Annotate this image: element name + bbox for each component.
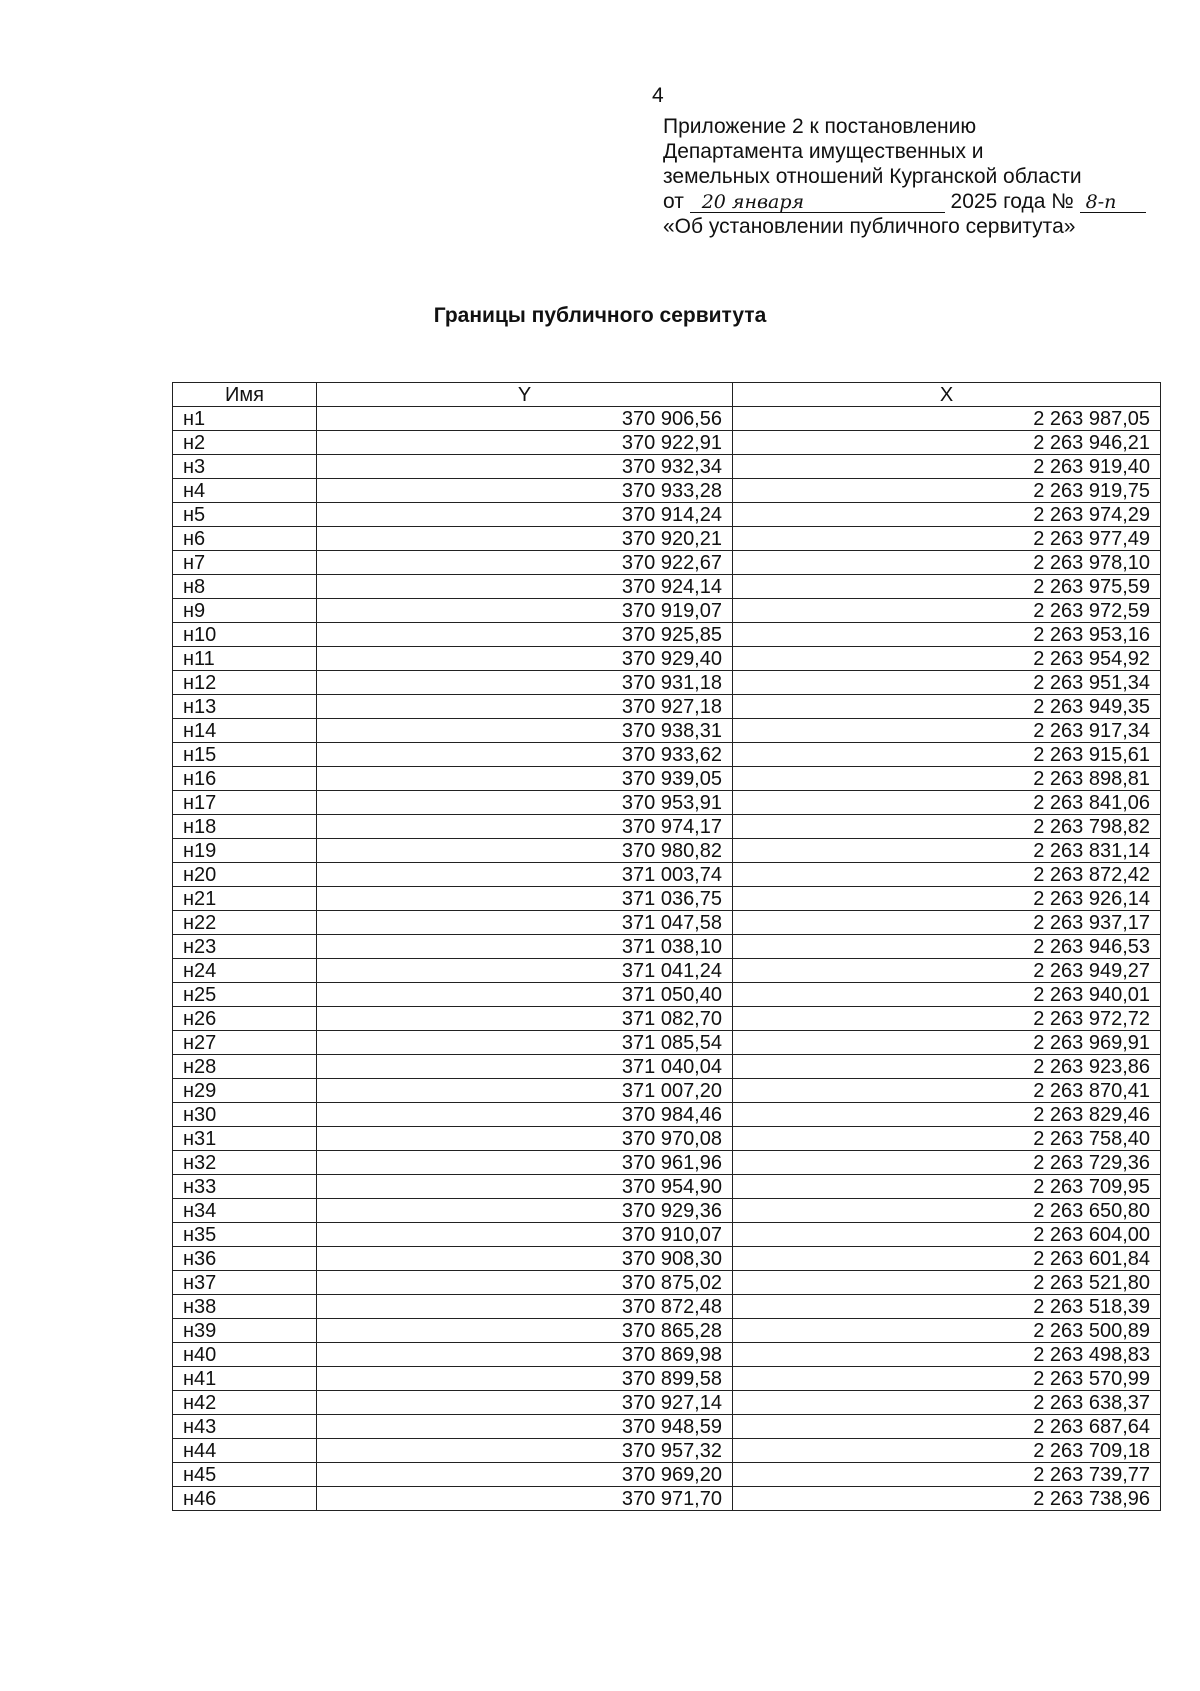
x-coordinate-cell: 2 263 739,77: [733, 1463, 1161, 1487]
x-coordinate-cell: 2 263 570,99: [733, 1367, 1161, 1391]
point-name-cell: н9: [173, 599, 317, 623]
y-coordinate-cell: 370 914,24: [317, 503, 733, 527]
point-name-cell: н43: [173, 1415, 317, 1439]
document-title: Границы публичного сервитута: [433, 304, 767, 327]
table-row: [173, 1031, 1161, 1055]
point-name-cell: н46: [173, 1487, 317, 1511]
point-name-cell: н42: [173, 1391, 317, 1415]
y-coordinate-cell: 370 925,85: [317, 623, 733, 647]
point-name-cell: н4: [173, 479, 317, 503]
table-row: [173, 503, 1161, 527]
x-coordinate-cell: 2 263 987,05: [733, 407, 1161, 431]
appendix-header: [663, 114, 1146, 239]
x-coordinate-cell: 2 263 798,82: [733, 815, 1161, 839]
column-header-y: Y: [317, 383, 733, 407]
point-name-cell: н5: [173, 503, 317, 527]
table-row: [173, 1055, 1161, 1079]
table-row: [173, 1199, 1161, 1223]
y-coordinate-cell: 370 974,17: [317, 815, 733, 839]
table-row: [173, 887, 1161, 911]
x-coordinate-cell: 2 263 898,81: [733, 767, 1161, 791]
date-prefix: от: [663, 190, 684, 213]
x-coordinate-cell: 2 263 975,59: [733, 575, 1161, 599]
x-coordinate-cell: 2 263 758,40: [733, 1127, 1161, 1151]
y-coordinate-cell: 370 869,98: [317, 1343, 733, 1367]
point-name-cell: н31: [173, 1127, 317, 1151]
table-body: [173, 407, 1161, 1511]
table-row: [173, 1103, 1161, 1127]
y-coordinate-cell: 370 931,18: [317, 671, 733, 695]
point-name-cell: н33: [173, 1175, 317, 1199]
y-coordinate-cell: 371 041,24: [317, 959, 733, 983]
y-coordinate-cell: 370 954,90: [317, 1175, 733, 1199]
point-name-cell: н38: [173, 1295, 317, 1319]
point-name-cell: н3: [173, 455, 317, 479]
y-coordinate-cell: 370 938,31: [317, 719, 733, 743]
y-coordinate-cell: 370 980,82: [317, 839, 733, 863]
table-row: [173, 1439, 1161, 1463]
x-coordinate-cell: 2 263 940,01: [733, 983, 1161, 1007]
y-coordinate-cell: 370 929,40: [317, 647, 733, 671]
y-coordinate-cell: 370 929,36: [317, 1199, 733, 1223]
point-name-cell: н44: [173, 1439, 317, 1463]
point-name-cell: н29: [173, 1079, 317, 1103]
x-coordinate-cell: 2 263 972,59: [733, 599, 1161, 623]
y-coordinate-cell: 371 007,20: [317, 1079, 733, 1103]
point-name-cell: н18: [173, 815, 317, 839]
table-row: [173, 1079, 1161, 1103]
table-header-row: [173, 383, 1161, 407]
x-coordinate-cell: 2 263 954,92: [733, 647, 1161, 671]
table-row: [173, 1007, 1161, 1031]
page-number: 4: [652, 84, 664, 107]
table-row: [173, 1175, 1161, 1199]
table-row: [173, 407, 1161, 431]
header-line-3: земельных отношений Курганской области: [663, 165, 1082, 188]
x-coordinate-cell: 2 263 841,06: [733, 791, 1161, 815]
x-coordinate-cell: 2 263 953,16: [733, 623, 1161, 647]
y-coordinate-cell: 370 933,28: [317, 479, 733, 503]
x-coordinate-cell: 2 263 969,91: [733, 1031, 1161, 1055]
y-coordinate-cell: 370 875,02: [317, 1271, 733, 1295]
point-name-cell: н7: [173, 551, 317, 575]
y-coordinate-cell: 370 969,20: [317, 1463, 733, 1487]
point-name-cell: н35: [173, 1223, 317, 1247]
table-row: [173, 935, 1161, 959]
x-coordinate-cell: 2 263 919,40: [733, 455, 1161, 479]
y-coordinate-cell: 370 920,21: [317, 527, 733, 551]
x-coordinate-cell: 2 263 949,27: [733, 959, 1161, 983]
header-line-2: Департамента имущественных и: [663, 140, 984, 163]
table-row: [173, 671, 1161, 695]
x-coordinate-cell: 2 263 946,53: [733, 935, 1161, 959]
point-name-cell: н12: [173, 671, 317, 695]
y-coordinate-cell: 371 003,74: [317, 863, 733, 887]
table-row: [173, 719, 1161, 743]
table-row: [173, 575, 1161, 599]
header-line-1: Приложение 2 к постановлению: [663, 115, 977, 138]
y-coordinate-cell: 370 927,18: [317, 695, 733, 719]
coordinates-table: [172, 382, 1161, 1511]
point-name-cell: н22: [173, 911, 317, 935]
point-name-cell: н25: [173, 983, 317, 1007]
y-coordinate-cell: 371 047,58: [317, 911, 733, 935]
table-row: [173, 551, 1161, 575]
table-row: [173, 527, 1161, 551]
y-coordinate-cell: 370 910,07: [317, 1223, 733, 1247]
y-coordinate-cell: 370 906,56: [317, 407, 733, 431]
point-name-cell: н20: [173, 863, 317, 887]
y-coordinate-cell: 370 957,32: [317, 1439, 733, 1463]
point-name-cell: н40: [173, 1343, 317, 1367]
x-coordinate-cell: 2 263 919,75: [733, 479, 1161, 503]
table-row: [173, 1343, 1161, 1367]
y-coordinate-cell: 370 872,48: [317, 1295, 733, 1319]
column-header-name: Имя: [173, 383, 317, 407]
table-row: [173, 839, 1161, 863]
y-coordinate-cell: 370 932,34: [317, 455, 733, 479]
x-coordinate-cell: 2 263 601,84: [733, 1247, 1161, 1271]
header-date-line: [663, 189, 1146, 214]
y-coordinate-cell: 370 919,07: [317, 599, 733, 623]
point-name-cell: н16: [173, 767, 317, 791]
x-coordinate-cell: 2 263 926,14: [733, 887, 1161, 911]
table-row: [173, 623, 1161, 647]
x-coordinate-cell: 2 263 638,37: [733, 1391, 1161, 1415]
point-name-cell: н34: [173, 1199, 317, 1223]
x-coordinate-cell: 2 263 518,39: [733, 1295, 1161, 1319]
y-coordinate-cell: 371 050,40: [317, 983, 733, 1007]
y-coordinate-cell: 370 984,46: [317, 1103, 733, 1127]
point-name-cell: н28: [173, 1055, 317, 1079]
table-row: [173, 431, 1161, 455]
y-coordinate-cell: 370 961,96: [317, 1151, 733, 1175]
point-name-cell: н36: [173, 1247, 317, 1271]
table-row: [173, 911, 1161, 935]
table-row: [173, 959, 1161, 983]
point-name-cell: н19: [173, 839, 317, 863]
point-name-cell: н26: [173, 1007, 317, 1031]
x-coordinate-cell: 2 263 604,00: [733, 1223, 1161, 1247]
point-name-cell: н39: [173, 1319, 317, 1343]
y-coordinate-cell: 371 085,54: [317, 1031, 733, 1055]
table-row: [173, 1127, 1161, 1151]
y-coordinate-cell: 370 899,58: [317, 1367, 733, 1391]
x-coordinate-cell: 2 263 923,86: [733, 1055, 1161, 1079]
table-row: [173, 1463, 1161, 1487]
y-coordinate-cell: 370 927,14: [317, 1391, 733, 1415]
point-name-cell: н32: [173, 1151, 317, 1175]
point-name-cell: н21: [173, 887, 317, 911]
y-coordinate-cell: 370 922,91: [317, 431, 733, 455]
table-row: [173, 863, 1161, 887]
point-name-cell: н1: [173, 407, 317, 431]
x-coordinate-cell: 2 263 946,21: [733, 431, 1161, 455]
table-row: [173, 767, 1161, 791]
x-coordinate-cell: 2 263 951,34: [733, 671, 1161, 695]
table-row: [173, 1415, 1161, 1439]
y-coordinate-cell: 371 038,10: [317, 935, 733, 959]
table-row: [173, 1247, 1161, 1271]
table-row: [173, 695, 1161, 719]
y-coordinate-cell: 370 908,30: [317, 1247, 733, 1271]
point-name-cell: н6: [173, 527, 317, 551]
y-coordinate-cell: 371 036,75: [317, 887, 733, 911]
point-name-cell: н10: [173, 623, 317, 647]
table-row: [173, 1271, 1161, 1295]
x-coordinate-cell: 2 263 738,96: [733, 1487, 1161, 1511]
y-coordinate-cell: 370 939,05: [317, 767, 733, 791]
point-name-cell: н8: [173, 575, 317, 599]
point-name-cell: н11: [173, 647, 317, 671]
x-coordinate-cell: 2 263 829,46: [733, 1103, 1161, 1127]
y-coordinate-cell: 370 924,14: [317, 575, 733, 599]
table-row: [173, 983, 1161, 1007]
table-row: [173, 479, 1161, 503]
y-coordinate-cell: 370 970,08: [317, 1127, 733, 1151]
table-row: [173, 1223, 1161, 1247]
x-coordinate-cell: 2 263 831,14: [733, 839, 1161, 863]
table-row: [173, 1487, 1161, 1511]
y-coordinate-cell: 370 971,70: [317, 1487, 733, 1511]
point-name-cell: н27: [173, 1031, 317, 1055]
y-coordinate-cell: 370 922,67: [317, 551, 733, 575]
table-row: [173, 647, 1161, 671]
x-coordinate-cell: 2 263 937,17: [733, 911, 1161, 935]
y-coordinate-cell: 370 953,91: [317, 791, 733, 815]
point-name-cell: н30: [173, 1103, 317, 1127]
point-name-cell: н45: [173, 1463, 317, 1487]
x-coordinate-cell: 2 263 650,80: [733, 1199, 1161, 1223]
x-coordinate-cell: 2 263 974,29: [733, 503, 1161, 527]
point-name-cell: н2: [173, 431, 317, 455]
point-name-cell: н41: [173, 1367, 317, 1391]
table-row: [173, 1367, 1161, 1391]
header-subject: «Об установлении публичного сервитута»: [663, 215, 1076, 238]
table-row: [173, 599, 1161, 623]
y-coordinate-cell: 370 933,62: [317, 743, 733, 767]
x-coordinate-cell: 2 263 498,83: [733, 1343, 1161, 1367]
x-coordinate-cell: 2 263 917,34: [733, 719, 1161, 743]
x-coordinate-cell: 2 263 977,49: [733, 527, 1161, 551]
table-row: [173, 1391, 1161, 1415]
x-coordinate-cell: 2 263 521,80: [733, 1271, 1161, 1295]
x-coordinate-cell: 2 263 978,10: [733, 551, 1161, 575]
handwritten-number: 8-п: [1080, 193, 1146, 213]
point-name-cell: н37: [173, 1271, 317, 1295]
table-row: [173, 455, 1161, 479]
y-coordinate-cell: 370 865,28: [317, 1319, 733, 1343]
column-header-x: X: [733, 383, 1161, 407]
point-name-cell: н17: [173, 791, 317, 815]
y-coordinate-cell: 370 948,59: [317, 1415, 733, 1439]
year-text: 2025 года №: [950, 190, 1074, 213]
x-coordinate-cell: 2 263 729,36: [733, 1151, 1161, 1175]
x-coordinate-cell: 2 263 709,95: [733, 1175, 1161, 1199]
point-name-cell: н24: [173, 959, 317, 983]
point-name-cell: н23: [173, 935, 317, 959]
x-coordinate-cell: 2 263 949,35: [733, 695, 1161, 719]
x-coordinate-cell: 2 263 972,72: [733, 1007, 1161, 1031]
table-row: [173, 1319, 1161, 1343]
y-coordinate-cell: 371 040,04: [317, 1055, 733, 1079]
x-coordinate-cell: 2 263 870,41: [733, 1079, 1161, 1103]
x-coordinate-cell: 2 263 500,89: [733, 1319, 1161, 1343]
table-row: [173, 791, 1161, 815]
table-row: [173, 1295, 1161, 1319]
point-name-cell: н15: [173, 743, 317, 767]
table-row: [173, 815, 1161, 839]
point-name-cell: н13: [173, 695, 317, 719]
table-row: [173, 743, 1161, 767]
x-coordinate-cell: 2 263 915,61: [733, 743, 1161, 767]
handwritten-date: 20 января: [690, 193, 945, 213]
x-coordinate-cell: 2 263 872,42: [733, 863, 1161, 887]
x-coordinate-cell: 2 263 687,64: [733, 1415, 1161, 1439]
point-name-cell: н14: [173, 719, 317, 743]
y-coordinate-cell: 371 082,70: [317, 1007, 733, 1031]
table-row: [173, 1151, 1161, 1175]
x-coordinate-cell: 2 263 709,18: [733, 1439, 1161, 1463]
